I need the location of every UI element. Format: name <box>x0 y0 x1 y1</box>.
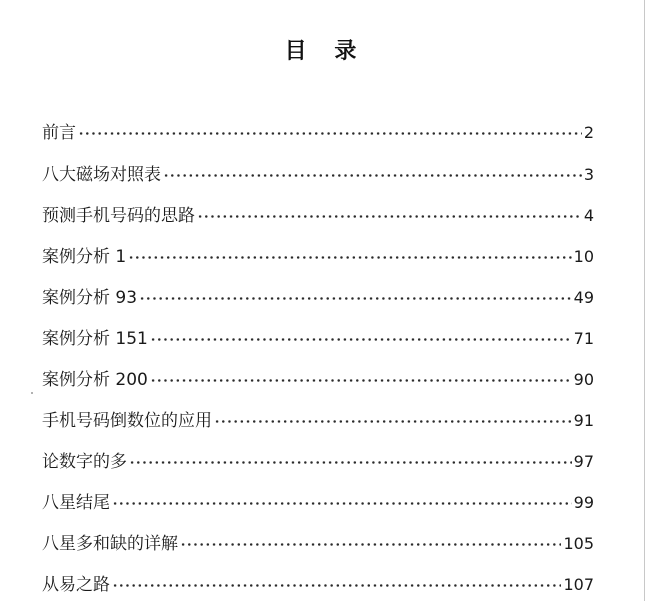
toc-entry-label: 八星多和缺的详解 <box>42 534 178 554</box>
dot-leader <box>78 129 582 138</box>
toc-entry-label: 手机号码倒数位的应用 <box>42 411 212 431</box>
toc-entry-page: 91 <box>573 411 594 430</box>
toc-entry-label: 前言 <box>42 123 76 143</box>
toc-entry-page: 2 <box>583 123 594 142</box>
dot-leader <box>129 458 572 467</box>
toc-entry[interactable] <box>42 570 594 596</box>
toc-entry-label: 八大磁场对照表 <box>42 165 161 185</box>
toc-entry[interactable] <box>42 406 594 432</box>
toc-entry[interactable] <box>42 201 594 227</box>
toc-entry[interactable] <box>42 118 594 144</box>
toc-entry[interactable] <box>42 488 594 514</box>
toc-entry[interactable] <box>42 160 594 186</box>
toc-entry[interactable] <box>42 283 594 309</box>
toc-entry-page: 107 <box>563 575 594 594</box>
toc-entry-page: 99 <box>573 493 594 512</box>
dot-leader <box>197 212 582 221</box>
dot-leader <box>150 335 572 344</box>
toc-entry-page: 3 <box>583 165 594 184</box>
toc-entry-label: 案例分析 93 <box>42 288 138 308</box>
dot-leader <box>112 499 572 508</box>
toc-entry[interactable] <box>42 324 594 350</box>
toc-entry-label: 案例分析 151 <box>42 329 148 349</box>
toc-entry-label: 案例分析 200 <box>42 370 148 390</box>
scan-speck <box>31 392 33 394</box>
table-of-contents <box>42 0 594 601</box>
dot-leader <box>128 253 571 262</box>
toc-entry[interactable] <box>42 447 594 473</box>
toc-entry-label: 论数字的多 <box>42 452 127 472</box>
toc-entry-page: 49 <box>573 288 594 307</box>
dot-leader <box>112 581 561 590</box>
page-edge-line <box>644 0 645 601</box>
toc-entry-label: 案例分析 1 <box>42 247 127 267</box>
dot-leader <box>163 171 582 180</box>
dot-leader <box>150 376 572 385</box>
toc-entry-page: 90 <box>573 370 594 389</box>
dot-leader <box>180 540 561 549</box>
toc-entry[interactable] <box>42 242 594 268</box>
toc-entry-page: 105 <box>563 534 594 553</box>
toc-entry[interactable] <box>42 529 594 555</box>
toc-entry-label: 预测手机号码的思路 <box>42 206 195 226</box>
toc-entry-label: 从易之路 <box>42 575 110 595</box>
page-title: 目 录 <box>284 39 367 64</box>
toc-entry-page: 4 <box>583 206 594 225</box>
toc-entry-page: 97 <box>573 452 594 471</box>
dot-leader <box>139 294 572 303</box>
toc-entry-label: 八星结尾 <box>42 493 110 513</box>
toc-entry-page: 71 <box>573 329 594 348</box>
dot-leader <box>214 417 572 426</box>
toc-entry-page: 10 <box>573 247 594 266</box>
toc-entry[interactable] <box>42 365 594 391</box>
